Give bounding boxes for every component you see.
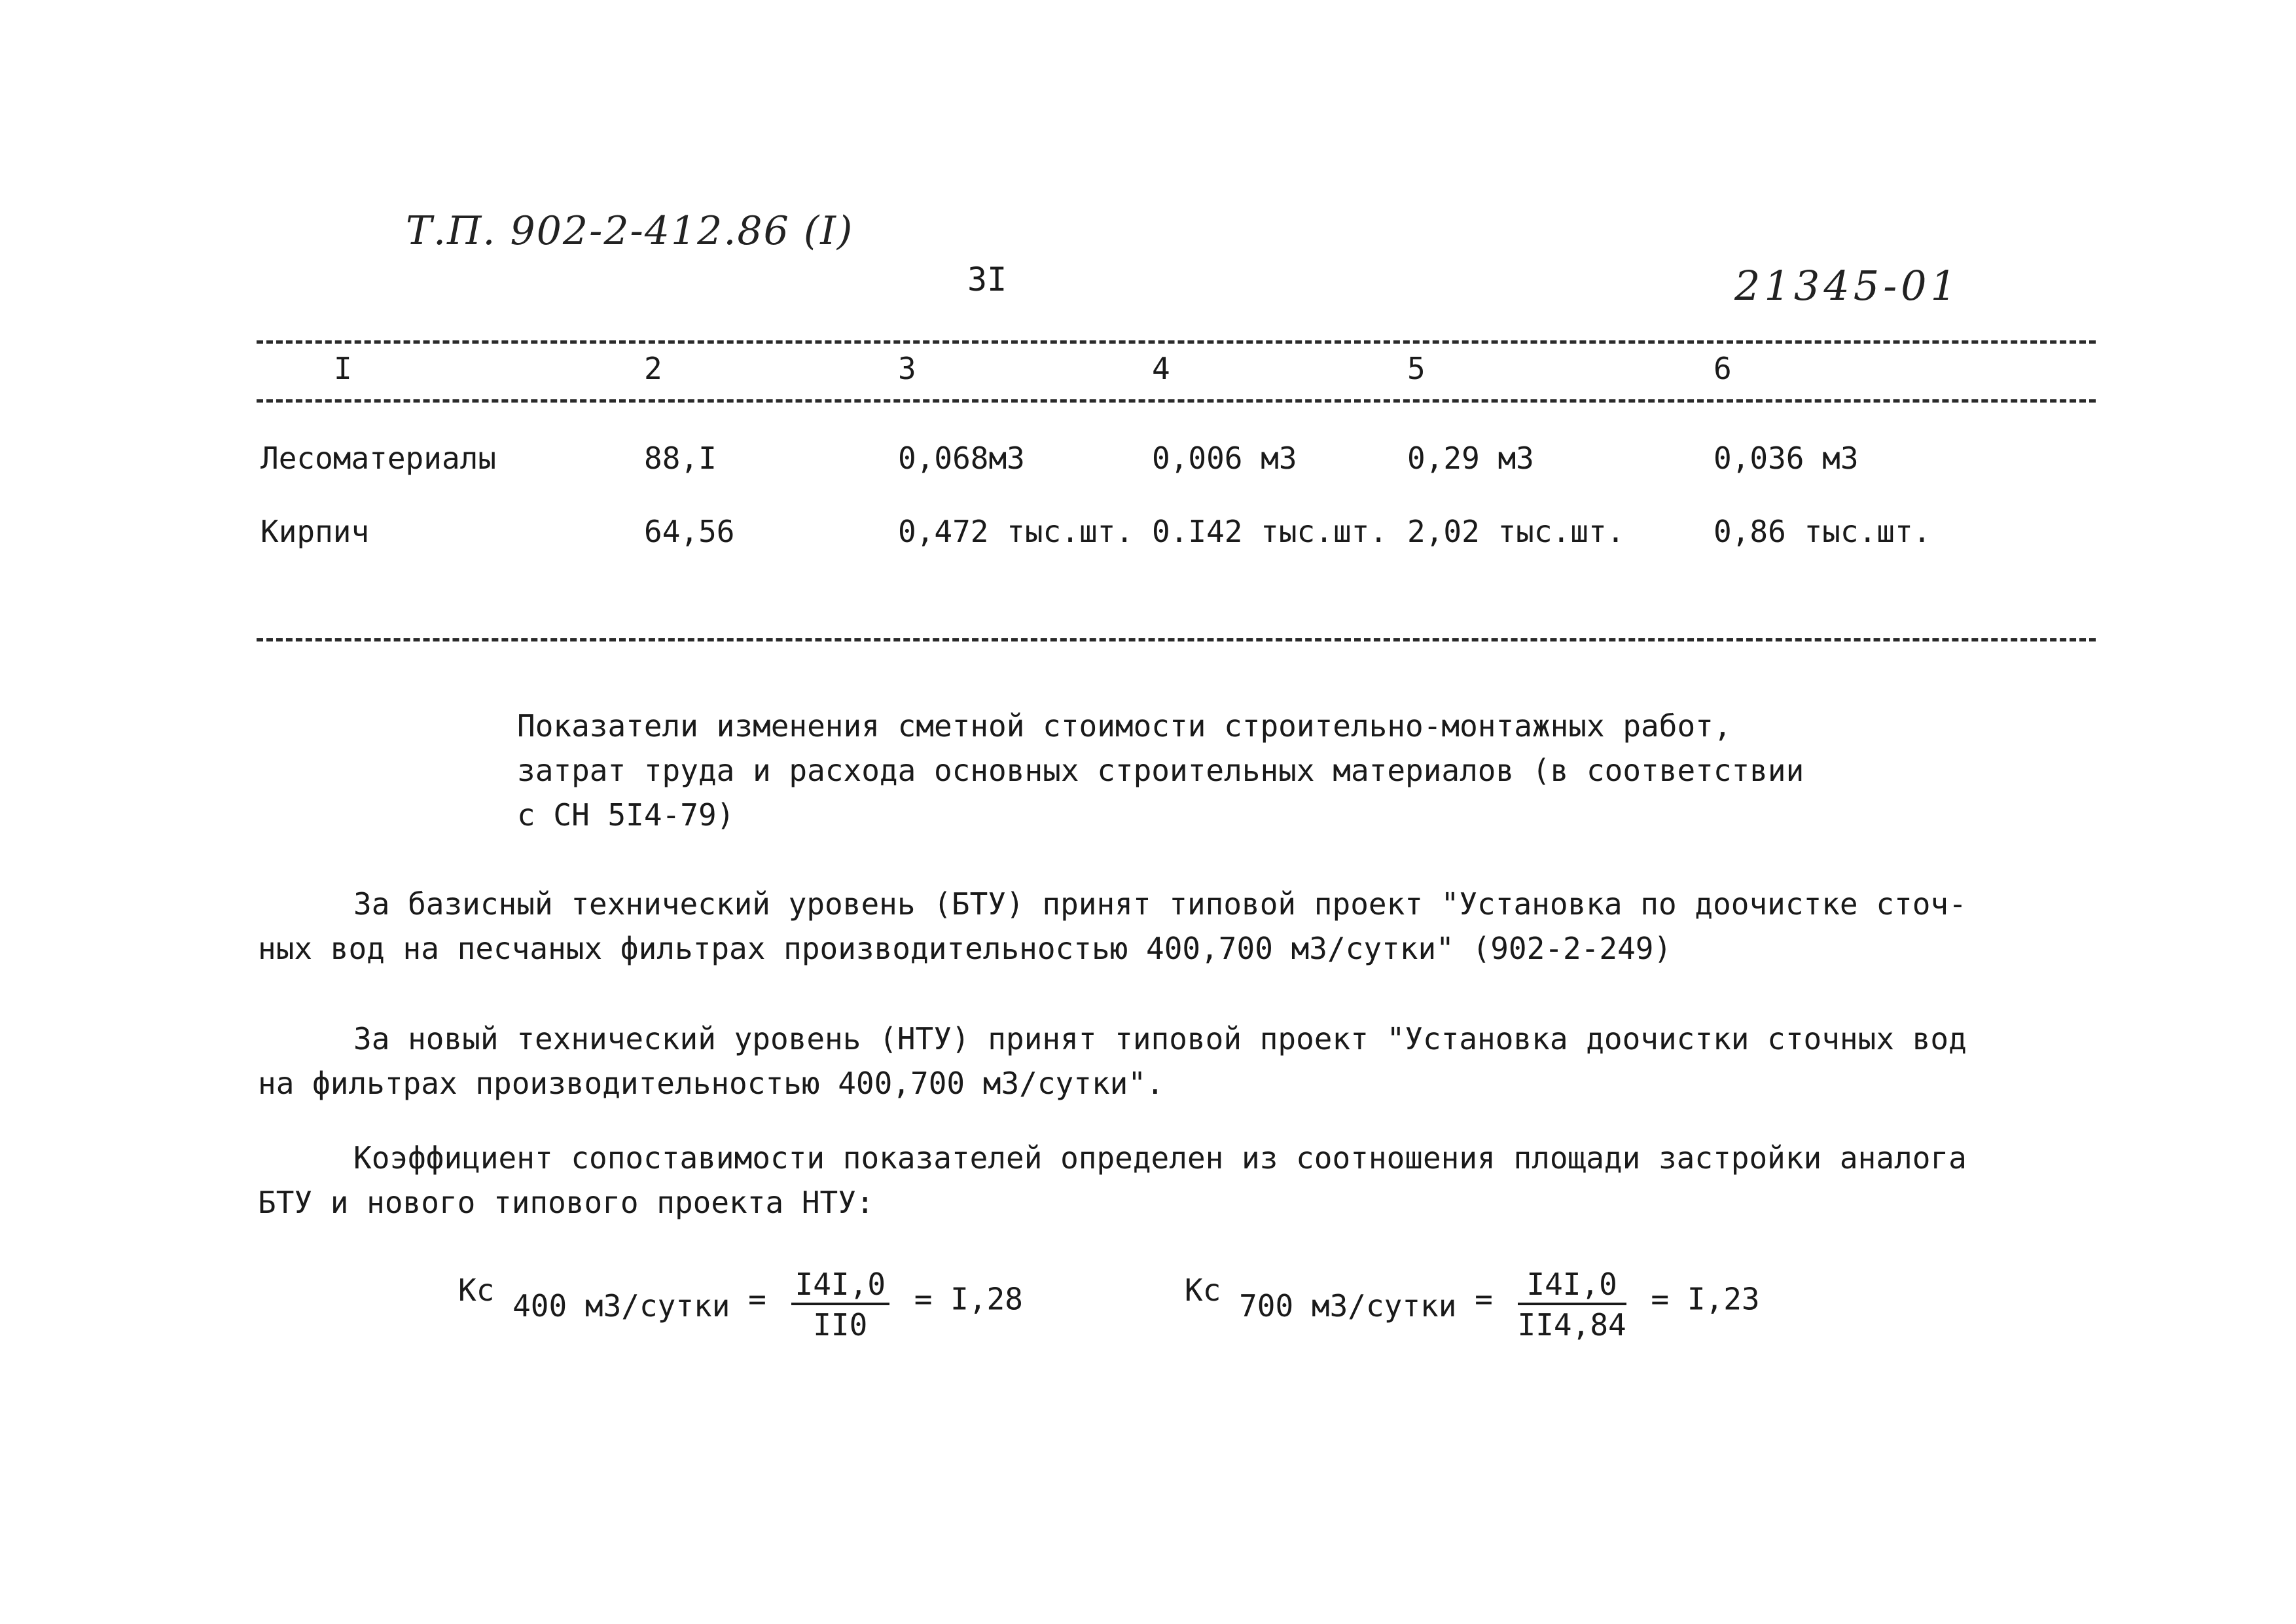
table-cell: 88,I <box>644 441 717 476</box>
doc-code-handwritten: Т.П. 902-2-412.86 (I) <box>406 208 854 254</box>
formula-numerator: I4I,0 <box>1518 1267 1626 1305</box>
formula-equals: = <box>748 1281 766 1317</box>
section-heading <box>517 704 1804 837</box>
paragraph-ntu <box>258 1017 1967 1106</box>
table-bottom-rule <box>257 638 2096 641</box>
column-header-1: I <box>334 351 352 386</box>
table-cell: 0,068м3 <box>898 441 1025 476</box>
column-header-5: 5 <box>1407 351 1426 386</box>
table-cell: 0,86 тыс.шт. <box>1713 514 1931 549</box>
paragraph-line: Коэффициент сопоставимости показателей определен из соотношения площади застройки аналога <box>353 1140 1967 1176</box>
column-header-6: 6 <box>1713 351 1732 386</box>
heading-line: Показатели изменения сметной стоимости строительно-монтажных работ, <box>517 708 1732 744</box>
archive-number-handwritten: 21345-01 <box>1734 262 1961 310</box>
paragraph-line: ных вод на песчаных фильтрах производительностью 400,700 м3/сутки" (902-2-249) <box>258 931 1672 966</box>
paragraph-line: За базисный технический уровень (БТУ) принят типовой проект "Установка по доочистке сточ- <box>353 886 1967 922</box>
paragraph-line: на фильтрах производительностью 400,700 м3/сутки". <box>258 1066 1164 1101</box>
table-cell: 0,29 м3 <box>1407 441 1534 476</box>
heading-line: затрат труда и расхода основных строительных материалов (в соответствии <box>517 753 1804 788</box>
table-header-rule <box>257 399 2096 403</box>
column-header-4: 4 <box>1152 351 1170 386</box>
table-cell: 0.I42 тыс.шт. <box>1152 514 1388 549</box>
formula-denominator: II0 <box>813 1307 868 1343</box>
table-top-rule <box>257 340 2096 344</box>
formula-subscript: 400 м3/сутки <box>512 1288 730 1324</box>
formula-700 <box>1185 1263 1760 1343</box>
table-cell: 0,036 м3 <box>1713 441 1859 476</box>
table-cell: 2,02 тыс.шт. <box>1407 514 1625 549</box>
paragraph-line: БТУ и нового типового проекта НТУ: <box>258 1185 874 1220</box>
table-cell: 64,56 <box>644 514 735 549</box>
formula-subscript: 700 м3/сутки <box>1239 1288 1457 1324</box>
formula-equals: = <box>1651 1281 1670 1317</box>
paragraph-coefficient <box>258 1136 1967 1225</box>
formula-symbol: Кс <box>1185 1272 1221 1308</box>
formula-symbol: Кс <box>458 1272 495 1308</box>
formula-400 <box>458 1263 1023 1343</box>
paragraph-btu <box>258 882 1967 971</box>
formula-result: I,28 <box>950 1281 1023 1317</box>
column-header-3: 3 <box>898 351 916 386</box>
formula-fraction <box>1518 1267 1626 1343</box>
table-cell: 0,472 тыс.шт. <box>898 514 1134 549</box>
formula-fraction <box>791 1267 889 1343</box>
table-cell: Кирпич <box>260 514 370 549</box>
paragraph-line: За новый технический уровень (НТУ) принят типовой проект "Установка доочистки сточных вод <box>353 1021 1967 1056</box>
formula-equals: = <box>1475 1281 1493 1317</box>
heading-line: с СН 5I4-79) <box>517 797 735 833</box>
formula-equals: = <box>914 1281 933 1317</box>
formula-denominator: II4,84 <box>1517 1307 1626 1343</box>
table-cell: Лесоматериалы <box>260 441 497 476</box>
table-cell: 0,006 м3 <box>1152 441 1297 476</box>
column-header-2: 2 <box>644 351 662 386</box>
formula-numerator: I4I,0 <box>791 1267 889 1305</box>
page-number: 3I <box>967 261 1007 298</box>
formula-result: I,23 <box>1687 1281 1760 1317</box>
